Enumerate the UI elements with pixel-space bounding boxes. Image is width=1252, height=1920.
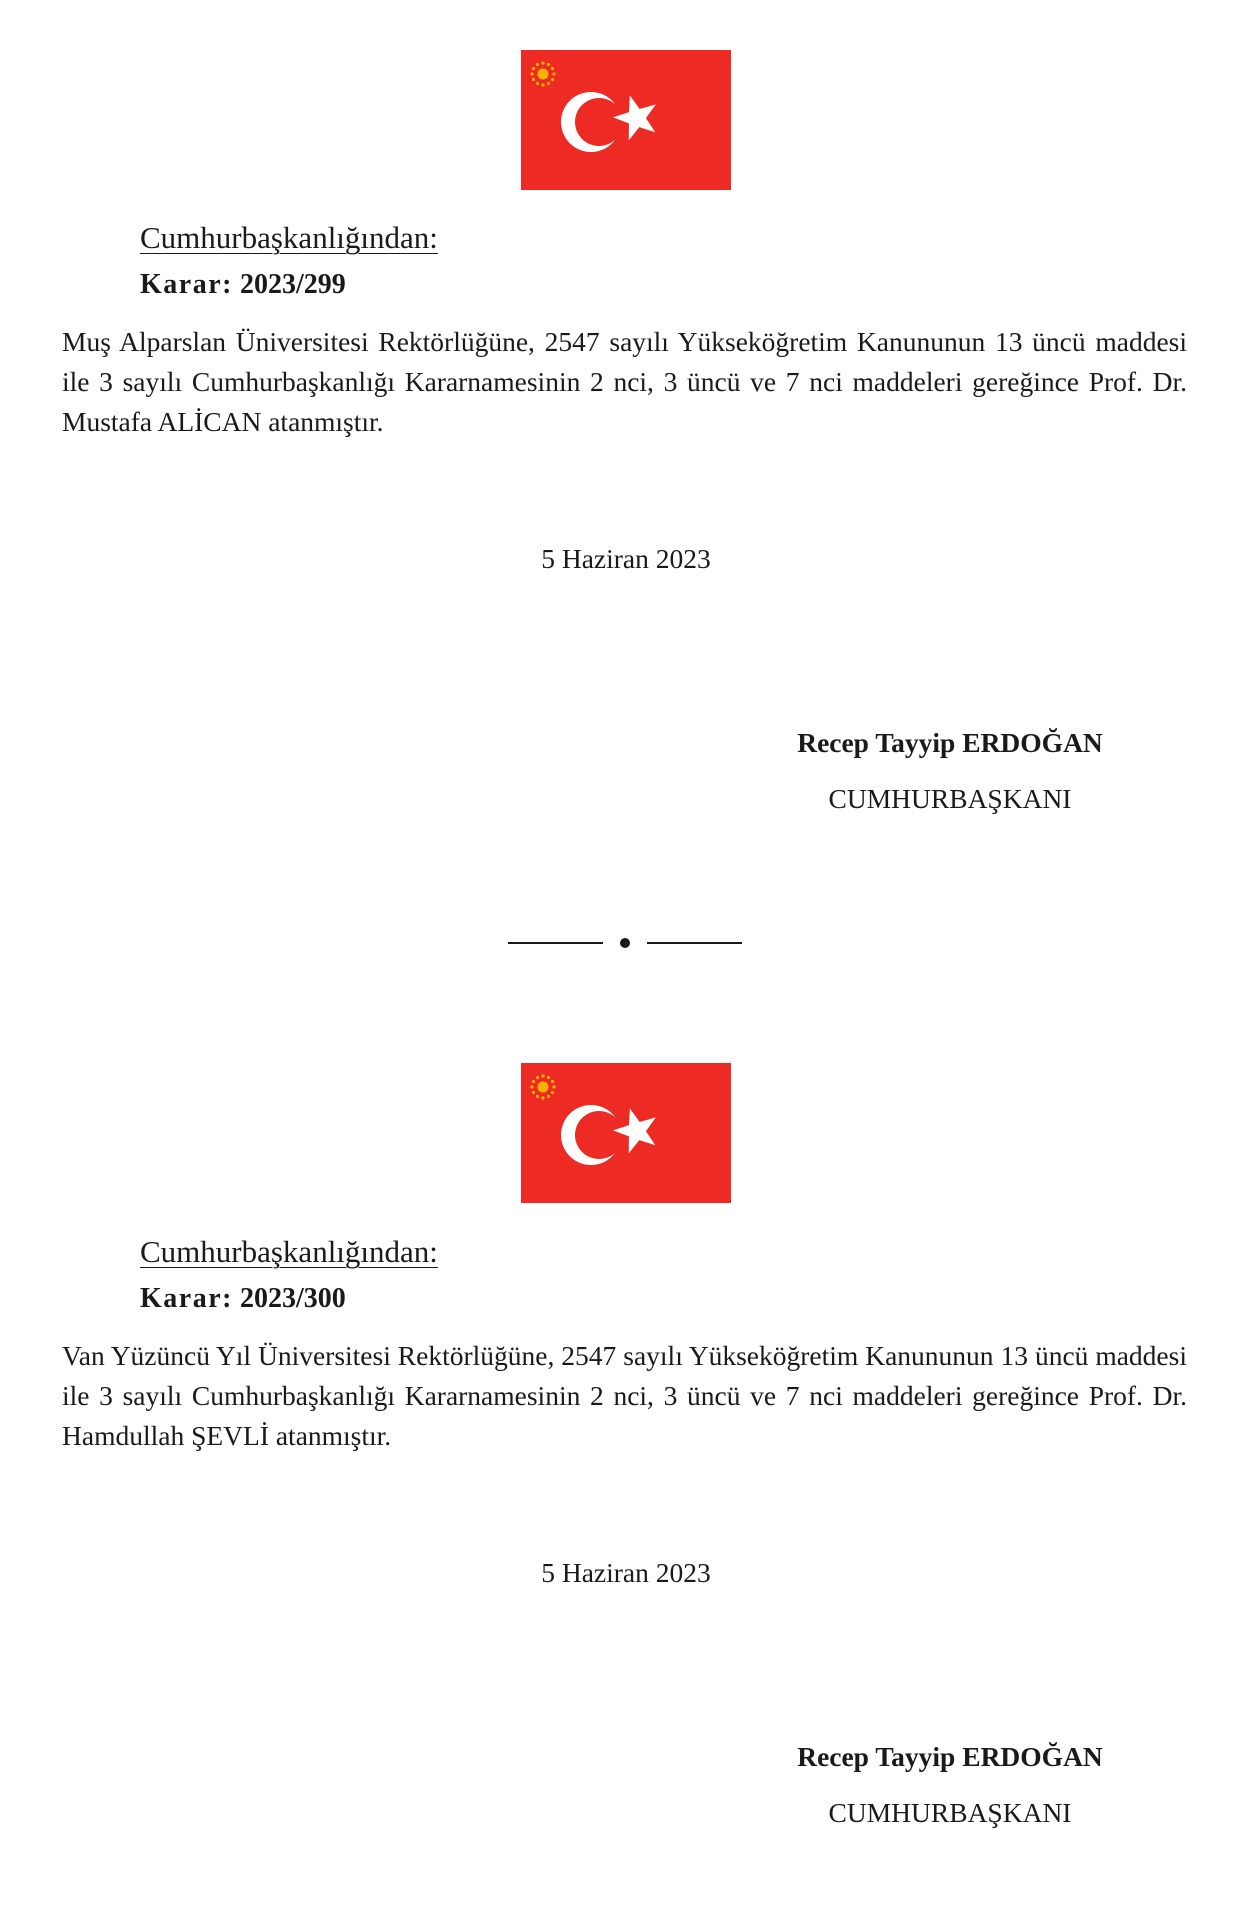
signer-name: Recep Tayyip ERDOĞAN xyxy=(797,727,1103,758)
turkish-flag-icon xyxy=(521,1063,731,1203)
issuer-heading: Cumhurbaşkanlığından: xyxy=(140,1234,438,1269)
issuer-heading: Cumhurbaşkanlığından: xyxy=(140,220,438,255)
decision-number-value: 2023/300 xyxy=(239,1283,346,1314)
decision-number xyxy=(140,271,346,299)
decision-label: Karar: xyxy=(140,1283,233,1314)
separator-icon xyxy=(508,932,748,952)
decision-date: 5 Haziran 2023 xyxy=(541,543,711,574)
decision-date: 5 Haziran 2023 xyxy=(541,1557,711,1588)
decision-label: Karar: xyxy=(140,269,233,300)
signer-title: CUMHURBAŞKANI xyxy=(828,783,1072,814)
decision-number xyxy=(140,1285,346,1313)
signer-name: Recep Tayyip ERDOĞAN xyxy=(797,1741,1103,1772)
decision-body: Van Yüzüncü Yıl Üniversitesi Rektörlüğüne, 2547 sayılı Yükseköğretim Kanununun 13 üncü maddesi ile 3 sayılı Cumhurbaşkanlığı Kararnamesinin 2 nci, 3 üncü ve 7 nci maddeleri gereğince Prof. Dr. Hamdullah ŞEVLİ atanmıştır. xyxy=(62,1340,1187,1451)
decision-number-value: 2023/299 xyxy=(239,269,346,300)
turkish-flag-icon xyxy=(521,50,731,190)
decision-body: Muş Alparslan Üniversitesi Rektörlüğüne, 2547 sayılı Yükseköğretim Kanununun 13 üncü maddesi ile 3 sayılı Cumhurbaşkanlığı Kararnamesinin 2 nci, 3 üncü ve 7 nci maddeleri gereğince Prof. Dr. Mustafa ALİCAN atanmıştır. xyxy=(62,326,1187,437)
signer-title: CUMHURBAŞKANI xyxy=(828,1797,1072,1828)
